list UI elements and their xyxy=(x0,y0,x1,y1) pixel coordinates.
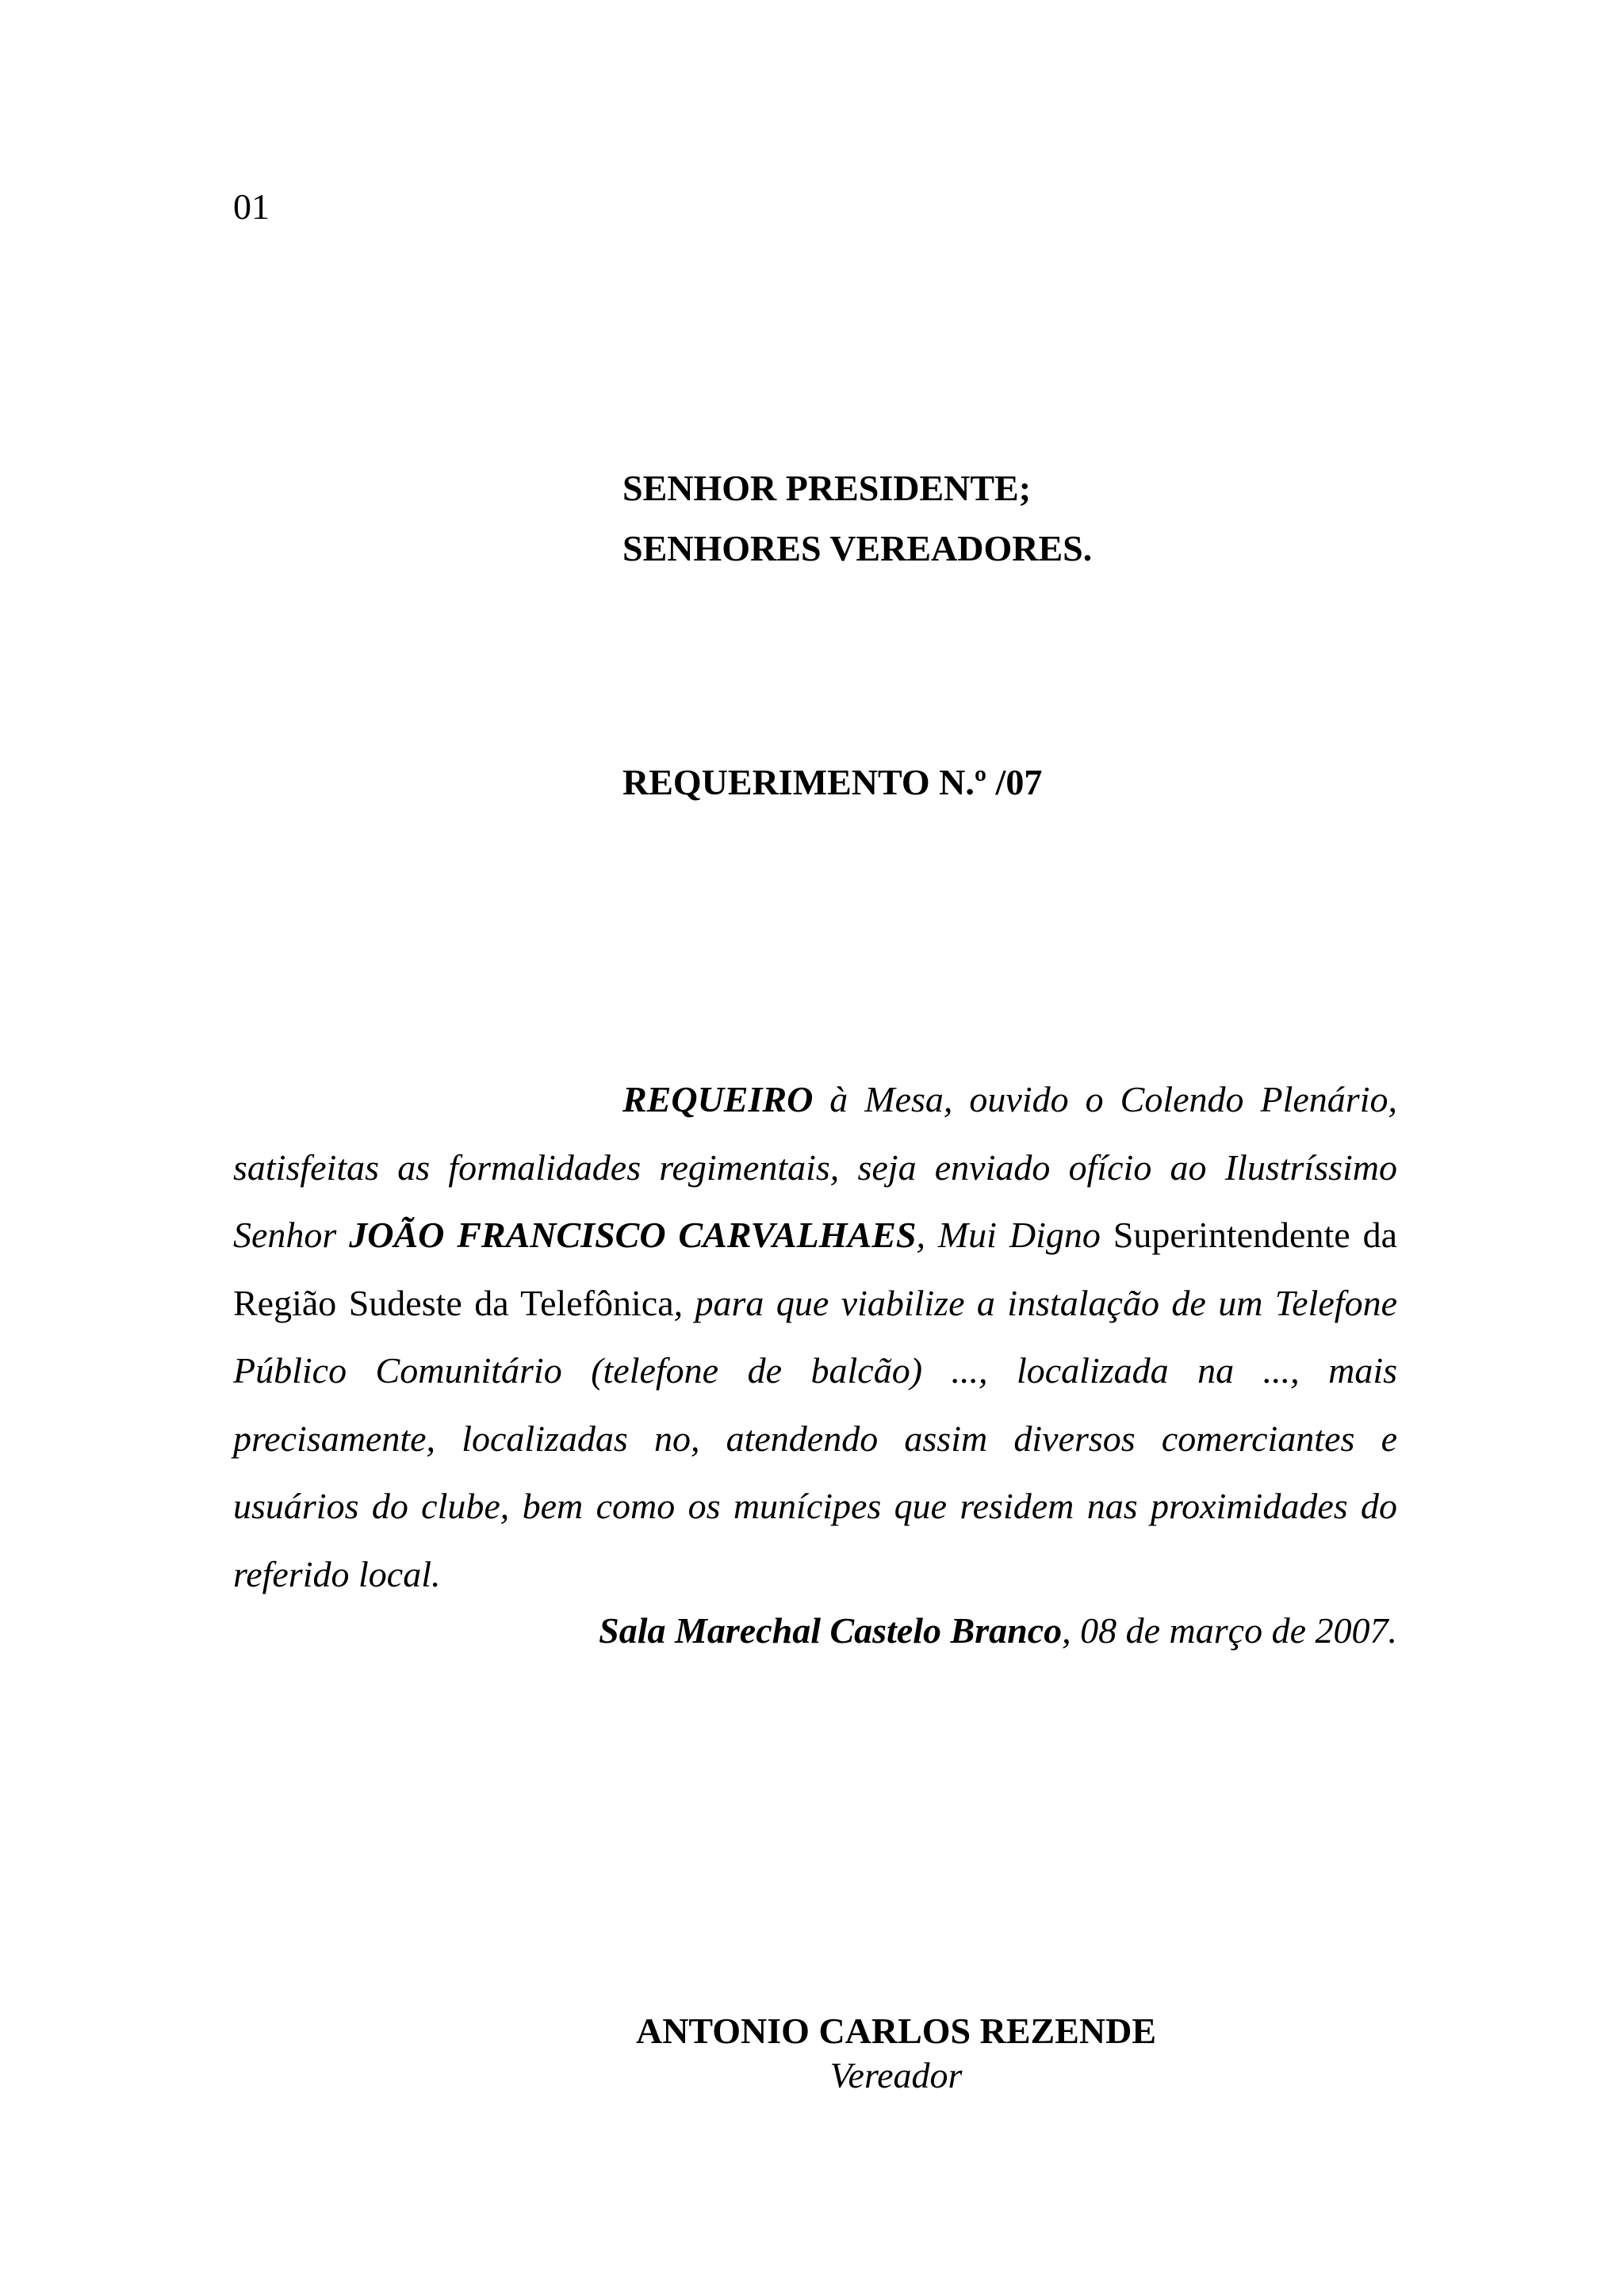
body-part2: , Mui Digno xyxy=(916,1215,1113,1255)
page-number: 01 xyxy=(233,186,270,227)
body-part1: à Mesa, ouvido o Colendo Plenário, satisfeitas as formalidades regimentais, seja enviado ofício ao Ilustríssimo Senhor xyxy=(233,1079,1397,1255)
signature-block xyxy=(622,2009,1170,2098)
salutation xyxy=(622,458,1092,579)
signature-role: Vereador xyxy=(829,2055,963,2095)
salutation-president: SENHOR PRESIDENTE; xyxy=(622,468,1032,508)
body-paragraph xyxy=(233,1066,1397,1608)
salutation-councilors: SENHORES VEREADORES. xyxy=(622,528,1093,568)
closing-date: , 08 de março de 2007. xyxy=(1062,1610,1397,1651)
body-part3: Superintendente da Região Sudeste da Telefônica xyxy=(233,1215,1397,1323)
signature-name: ANTONIO CARLOS REZENDE xyxy=(635,2011,1157,2051)
body-lead: REQUEIRO xyxy=(622,1079,814,1119)
closing-line xyxy=(599,1609,1397,1651)
body-addressee: JOÃO FRANCISCO CARVALHAES xyxy=(349,1215,917,1255)
body-part4: , para que viabilize a instalação de um Telefone Público Comunitário (telefone de balcão) ..., localizada na ..., mais precisamente, localizadas no, atendendo assim diversos comerciantes e usuários do clube, bem como os munícipes que residem nas proximidades do referido local. xyxy=(233,1282,1397,1594)
closing-place: Sala Marechal Castelo Branco xyxy=(599,1610,1063,1651)
requerimento-title: REQUERIMENTO N.º /07 xyxy=(622,762,1043,802)
